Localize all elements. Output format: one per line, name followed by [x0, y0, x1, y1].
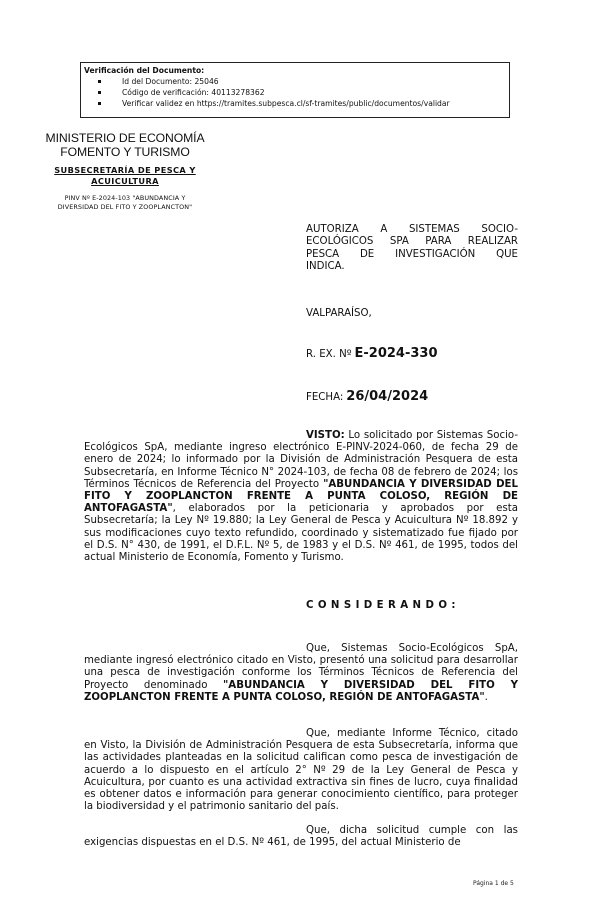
ministry-line-1: MINISTERIO DE ECONOMÍA [45, 131, 205, 145]
considerando-paragraph-3 [84, 825, 518, 849]
verification-url[interactable]: Verificar validez en https://tramites.subpesca.cl/sf-tramites/public/documentos/validar [122, 98, 506, 109]
rex-label: R. EX. Nº [306, 349, 352, 360]
ministry-name [30, 131, 220, 159]
paragraph-text: . [484, 691, 488, 703]
document-id: Id del Documento: 25046 [122, 76, 506, 87]
verification-list [84, 76, 506, 109]
project-title: "ABUNDANCIA Y DIVERSIDAD DEL FITO Y ZOOPLANCTON FRENTE A PUNTA COLOSO, REGIÓN DE ANTOFAGASTA" [84, 679, 519, 703]
date-label: FECHA: [306, 392, 344, 403]
rex-value: E-2024-330 [354, 346, 438, 361]
considerando-paragraph-1 [84, 643, 518, 704]
subject-line: ECOLÓGICOS SPA PARA REALIZAR [306, 236, 518, 248]
visto-paragraph [84, 430, 518, 564]
resolution-number [306, 346, 518, 361]
place: VALPARAÍSO, [306, 308, 372, 319]
considerando-heading: CONSIDERANDO: [306, 600, 460, 611]
subject-line: PESCA DE INVESTIGACIÓN QUE [306, 248, 518, 260]
pinv-line-1: PINV Nº E-2024-103 "ABUNDANCIA Y [64, 194, 186, 202]
verification-box [80, 62, 510, 118]
paragraph-text: Que, mediante Informe Técnico, citado en Visto, la División de Administración Pesquera de esta Subsecretaría, informa que las actividades planteadas en la solicitud califican como pesca de investigación de acuerdo a lo dispuesto en el artículo 2° Nº 29 de la Ley General de Pesca y Acuicultura, por cuanto es una actividad extractiva sin fines de lucro, cuya finalidad es obtener datos e información para generar conocimiento científico, para proteger la biodiversidad y el patrimonio sanitario del país. [84, 728, 518, 813]
visto-text: Lo solicitado por Sistemas Socio-Ecológicos SpA, mediante ingreso electrónico E-PINV-2024-060, de fecha 29 de enero de 2024; lo informado por la División de Administración Pesquera de esta Subsecretaría, en Informe Técnico N° 2024-103, de fecha 08 de febrero de 2024; los Términos Técnicos de Referencia del Proyecto [84, 430, 518, 490]
project-title: "ABUNDANCIA Y DIVERSIDAD DEL FITO Y ZOOPLANCTON FRENTE A PUNTA COLOSO, REGIÓN DE ANTOFAGASTA" [84, 478, 518, 515]
ministry-line-2: FOMENTO Y TURISMO [60, 145, 190, 159]
considerando-paragraph-2 [84, 728, 518, 813]
paragraph-text: Que, dicha solicitud cumple con las exigencias dispuestas en el D.S. Nº 461, de 1995, del actual Ministerio de [84, 825, 518, 849]
resolution-subject [306, 224, 518, 274]
letterhead [30, 131, 220, 212]
pinv-reference [30, 194, 220, 212]
subsecretaria-line-2: ACUICULTURA [91, 176, 159, 186]
verification-title: Verificación del Documento: [84, 66, 205, 75]
visto-text: , elaborados por la peticionaria y aprobados por esta Subsecretaría; la Ley Nº 19.880; la Ley General de Pesca y Acuicultura Nº 18.892 y sus modificaciones cuyo texto refundido, coordinado y sistematizado fue fijado por el D.S. N° 430, de 1991, el D.F.L. Nº 5, de 1983 y el D.S. Nº 461, de 1995, todos del actual Ministerio de Economía, Fomento y Turismo. [84, 503, 518, 564]
visto-label: VISTO: [306, 430, 345, 441]
subject-line: INDICA. [306, 261, 345, 273]
subsecretaria-name [30, 165, 220, 187]
pinv-line-2: DIVERSIDAD DEL FITO Y ZOOPLANCTON" [57, 203, 193, 211]
subject-line: AUTORIZA A SISTEMAS SOCIO- [306, 224, 518, 235]
date-value: 26/04/2024 [346, 389, 429, 404]
subsecretaria-line-1: SUBSECRETARÍA DE PESCA Y [54, 165, 196, 175]
resolution-date [306, 389, 518, 404]
paragraph-text: Que, Sistemas Socio-Ecológicos SpA, mediante ingresó electrónico citado en Visto, presentó una solicitud para desarrollar una pesca de investigación conforme los Términos Técnicos de Referencia del Proyecto denominado [84, 643, 518, 691]
page-number: Página 1 de 5 [473, 880, 514, 887]
verification-code: Código de verificación: 40113278362 [122, 87, 506, 98]
